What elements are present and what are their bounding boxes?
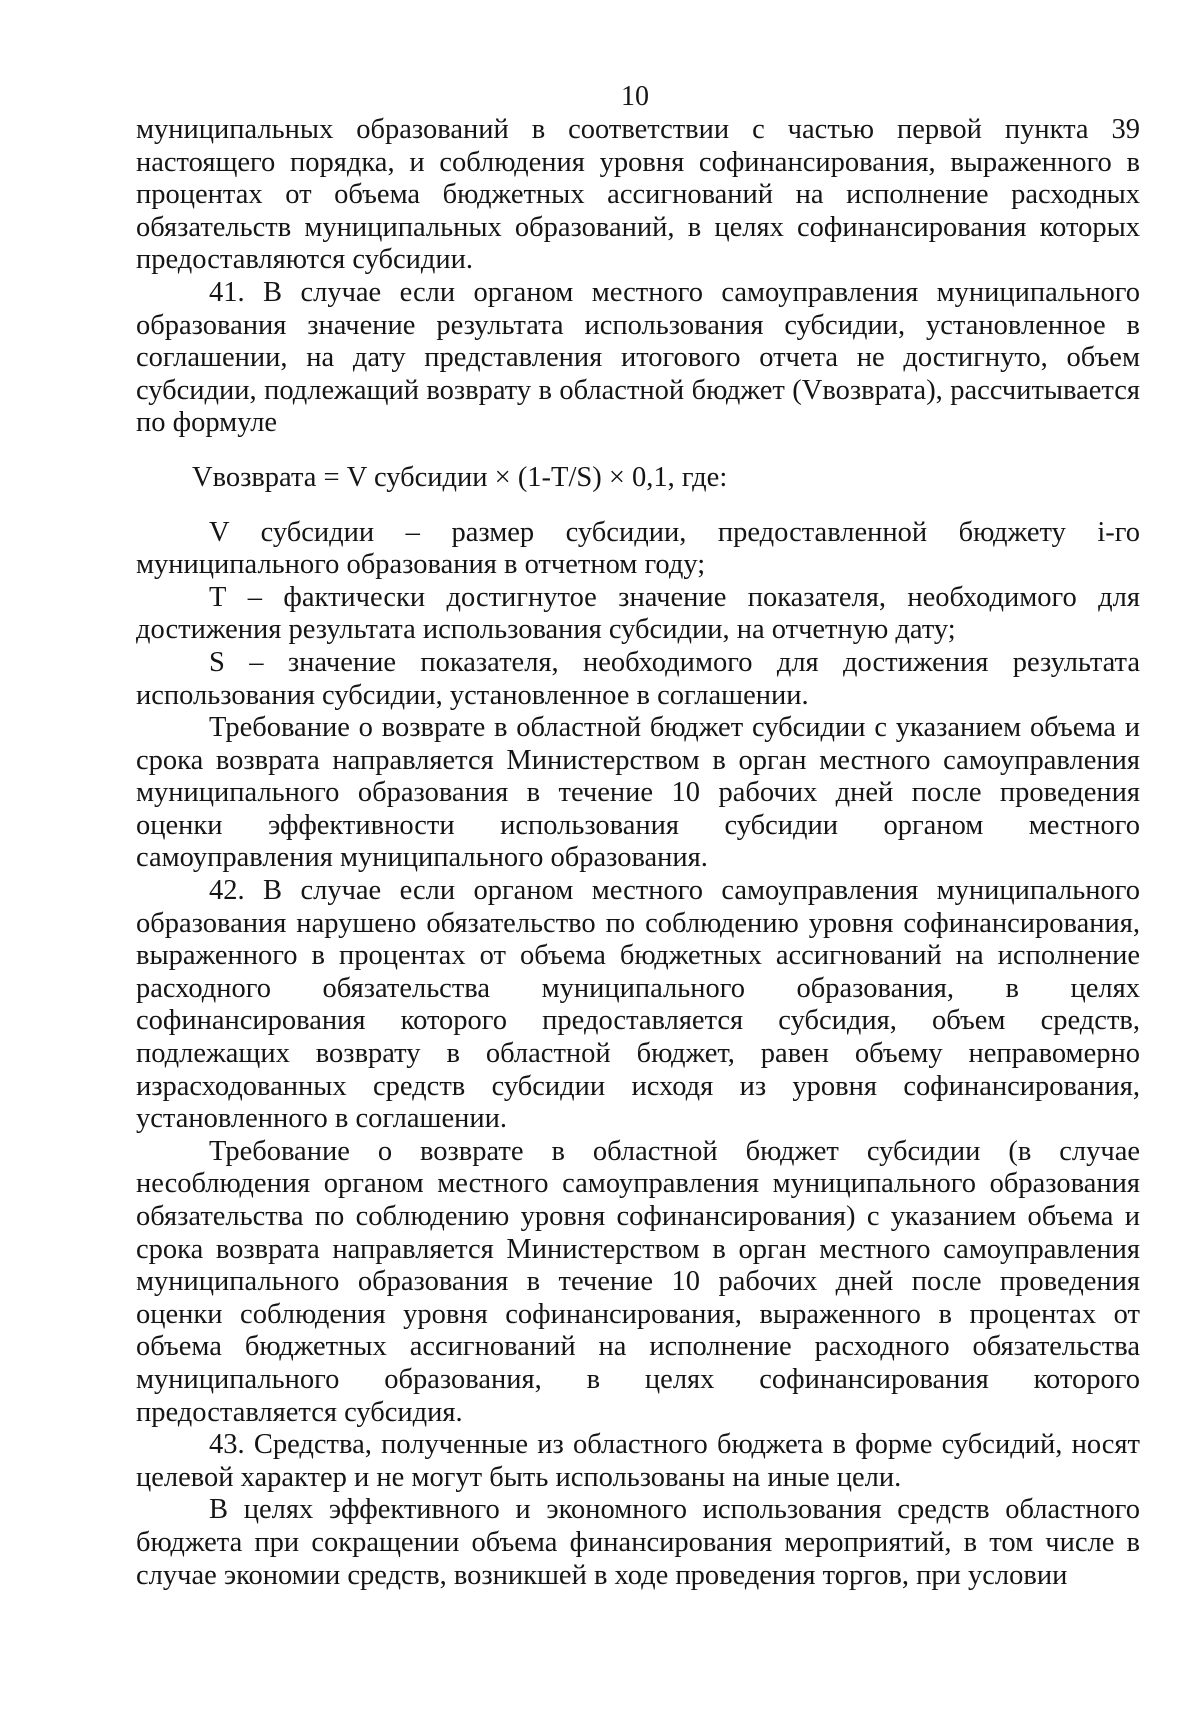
definition-t: Т – фактически достигнутое значение показателя, необходимого для достижения результата использования субсидии, на отчетную дату; bbox=[136, 581, 1140, 646]
paragraph-item-42: 42. В случае если органом местного самоуправления муниципального образования нарушено обязательство по соблюдению уровня софинансирования, выраженного в процентах от объема бюджетных ассигнований на исполнение расходного обязательства муниципального образования, в целях софинансирования которого предоставляется субсидия, объем средств, подлежащих возврату в областной бюджет, равен объему неправомерно израсходованных средств субсидии исходя из уровня софинансирования, установленного в соглашении. bbox=[136, 875, 1140, 1135]
paragraph-cofinancing-refund-requirement: Требование о возврате в областной бюджет субсидии (в случае несоблюдения органом местного самоуправления муниципального образования обязательства по соблюдению уровня софинансирования) с указанием объема и срока возврата направляется Министерством в орган местного самоуправления муниципального образования в течение 10 рабочих дней после проведения оценки соблюдения уровня софинансирования, выраженного в процентах от объема бюджетных ассигнований на исполнение расходного обязательства муниципального образования, в целях софинансирования которого предоставляется субсидия. bbox=[136, 1135, 1140, 1428]
paragraph-item-41: 41. В случае если органом местного самоуправления муниципального образования значение результата использования субсидии, установленное в соглашении, на дату представления итогового отчета не достигнуто, объем субсидии, подлежащий возврату в областной бюджет (Vвозврата), рассчитывается по формуле bbox=[136, 276, 1140, 439]
formula: Vвозврата = V субсидии × (1-T/S) × 0,1, где: bbox=[192, 461, 728, 493]
definition-v-subsidy: V субсидии – размер субсидии, предоставленной бюджету i-го муниципального образования в отчетном году; bbox=[136, 516, 1140, 581]
paragraph-efficient-use: В целях эффективного и экономного использования средств областного бюджета при сокращении объема финансирования мероприятий, в том числе в случае экономии средств, возникшей в ходе проведения торгов, при условии bbox=[136, 1494, 1140, 1591]
page-number: 10 bbox=[621, 81, 649, 112]
paragraph-continuation: муниципальных образований в соответствии с частью первой пункта 39 настоящего порядка, и соблюдения уровня софинансирования, выраженного в процентах от объема бюджетных ассигнований на исполнение расходных обязательств муниципальных образований, в целях софинансирования которых предоставляются субсидии. bbox=[136, 114, 1140, 276]
document-body bbox=[136, 114, 1140, 1592]
paragraph-refund-requirement: Требование о возврате в областной бюджет субсидии с указанием объема и срока возврата направляется Министерством в орган местного самоуправления муниципального образования в течение 10 рабочих дней после проведения оценки эффективности использования субсидии органом местного самоуправления муниципального образования. bbox=[136, 712, 1140, 874]
paragraph-item-43: 43. Средства, полученные из областного бюджета в форме субсидий, носят целевой характер и не могут быть использованы на иные цели. bbox=[136, 1429, 1140, 1493]
definition-s: S – значение показателя, необходимого для достижения результата использования субсидии, установленное в соглашении. bbox=[136, 646, 1140, 711]
